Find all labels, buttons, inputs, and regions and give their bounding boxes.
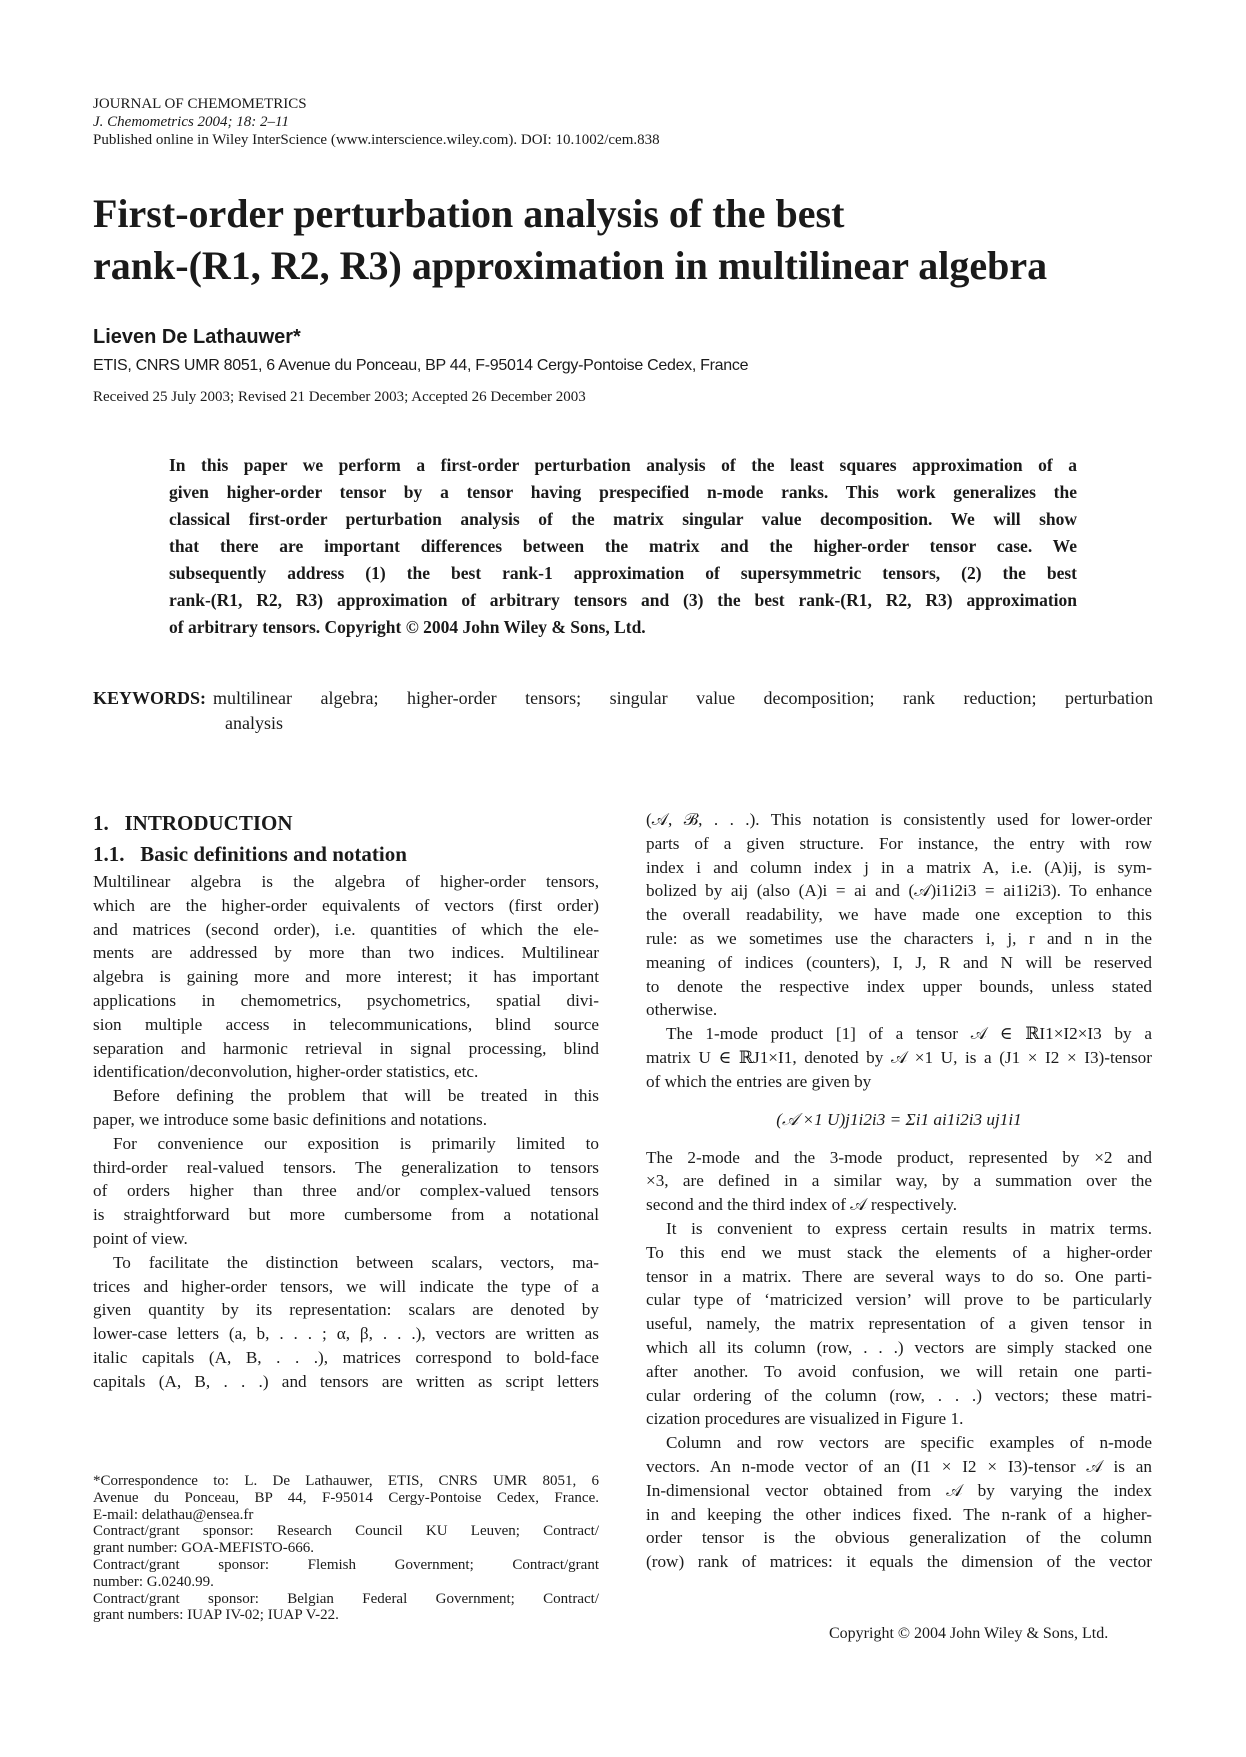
text-line: Before defining the problem that will be treated in this	[113, 1086, 599, 1106]
abstract-line: In this paper we perform a first-order perturbation analysis of the least squares approximation of a	[169, 455, 1077, 475]
text-line: meaning of indices (counters), I, J, R and N will be reserved	[646, 952, 1152, 972]
paragraph	[646, 1431, 1152, 1574]
title-line-1: First-order perturbation analysis of the best	[93, 191, 845, 236]
paragraph	[646, 1217, 1152, 1431]
text-line: (row) rank of matrices: it equals the dimension of the vector	[646, 1552, 1152, 1572]
author-affiliation: ETIS, CNRS UMR 8051, 6 Avenue du Ponceau, BP 44, F-95014 Cergy-Pontoise Cedex, France	[93, 357, 749, 374]
title-line-2: rank-(R1, R2, R3) approximation in multilinear algebra	[93, 243, 1048, 288]
text-line: italic capitals (A, B, . . .), matrices correspond to bold-face	[93, 1347, 599, 1367]
text-line: given quantity by its representation: scalars are denoted by	[93, 1300, 599, 1320]
keywords	[93, 686, 1153, 736]
text-line: In-dimensional vector obtained from 𝒜 by varying the index	[646, 1480, 1152, 1500]
journal-header	[93, 95, 660, 149]
footnote-line: Avenue du Ponceau, BP 44, F-95014 Cergy-Pontoise Cedex, France.	[93, 1489, 599, 1506]
footnote-line: *Correspondence to: L. De Lathauwer, ETIS, CNRS UMR 8051, 6	[93, 1473, 599, 1489]
text-line: ×3, are defined in a similar way, by a summation over the	[646, 1171, 1152, 1191]
footnote-line: E-mail: delathau@ensea.fr	[93, 1506, 254, 1523]
text-line: otherwise.	[646, 1000, 718, 1020]
text-line: applications in chemometrics, psychometrics, spatial divi-	[93, 990, 599, 1010]
text-line: bolized by aij (also (A)i = ai and (𝒜)i1i2i3 = ai1i2i3). To enhance	[646, 881, 1152, 901]
journal-name: JOURNAL OF CHEMOMETRICS	[93, 96, 307, 112]
text-line: Multilinear algebra is the algebra of higher-order tensors,	[93, 872, 599, 891]
text-line: order tensor is the obvious generalization of the column	[646, 1528, 1152, 1548]
text-line: ments are addressed by more than two indices. Multilinear	[93, 943, 599, 963]
text-line: of which the entries are given by	[646, 1071, 872, 1091]
footnotes	[93, 1473, 599, 1624]
abstract-line: given higher-order tensor by a tensor having prespecified n-mode ranks. This work generalizes the	[169, 482, 1077, 502]
paragraph	[646, 1022, 1152, 1093]
paragraph	[646, 808, 1152, 1022]
text-line: and matrices (second order), i.e. quantities of which the ele-	[93, 919, 599, 939]
subsection-heading-definitions: 1.1. Basic definitions and notation	[93, 842, 407, 866]
text-line: To this end we must stack the elements of a higher-order	[646, 1242, 1152, 1262]
text-line: For convenience our exposition is primarily limited to	[113, 1133, 599, 1153]
abstract	[169, 452, 1077, 641]
text-line: lower-case letters (a, b, . . . ; α, β, . . .), vectors are written as	[93, 1324, 599, 1344]
keywords-label: KEYWORDS:	[93, 688, 207, 708]
paragraph	[93, 1251, 599, 1394]
text-line: capitals (A, B, . . .) and tensors are written as script letters	[93, 1371, 599, 1391]
text-line: It is convenient to express certain results in matrix terms.	[666, 1218, 1152, 1238]
footnote-line: Contract/grant sponsor: Belgian Federal Government; Contract/	[93, 1590, 599, 1607]
text-line: The 1-mode product [1] of a tensor 𝒜 ∈ ℝI1×I2×I3 by a	[666, 1024, 1152, 1044]
text-line: rule: as we sometimes use the characters i, j, r and n in the	[646, 928, 1152, 948]
text-line: the overall readability, we have made one exception to this	[646, 905, 1152, 925]
footnote-line: Contract/grant sponsor: Flemish Government; Contract/grant	[93, 1556, 599, 1573]
text-line: second and the third index of 𝒜 respectively.	[646, 1195, 958, 1215]
text-line: Column and row vectors are specific examples of n-mode	[666, 1433, 1152, 1453]
text-line: matrix U ∈ ℝJ1×I1, denoted by 𝒜 ×1 U, is a (J1 × I2 × I3)-tensor	[646, 1047, 1152, 1067]
abstract-line: rank-(R1, R2, R3) approximation of arbitrary tensors and (3) the best rank-(R1, R2, R3) approximation	[169, 590, 1077, 610]
text-line: third-order real-valued tensors. The generalization to tensors	[93, 1157, 599, 1177]
text-line: of orders higher than three and/or complex-valued tensors	[93, 1181, 599, 1201]
text-line: The 2-mode and the 3-mode product, represented by ×2 and	[646, 1147, 1152, 1167]
text-line: in and keeping the other indices fixed. The n-rank of a higher-	[646, 1504, 1152, 1524]
text-line: index i and column index j in a matrix A, i.e. (A)ij, is sym-	[646, 857, 1152, 877]
author-name: Lieven De Lathauwer*	[93, 326, 301, 348]
paragraph	[93, 1132, 599, 1251]
received-dates: Received 25 July 2003; Revised 21 December 2003; Accepted 26 December 2003	[93, 389, 586, 405]
text-line: trices and higher-order tensors, we will indicate the type of a	[93, 1276, 599, 1296]
text-line: parts of a given structure. For instance, the entry with row	[646, 833, 1152, 853]
section-heading-introduction: 1. INTRODUCTION	[93, 811, 293, 835]
copyright-footer: Copyright © 2004 John Wiley & Sons, Ltd.	[829, 1625, 1109, 1642]
text-line: after another. To avoid confusion, we will retain one parti-	[646, 1361, 1152, 1381]
keywords-line-2: analysis	[225, 713, 283, 733]
text-line: identification/deconvolution, higher-order statistics, etc.	[93, 1062, 479, 1082]
text-line: point of view.	[93, 1228, 188, 1248]
right-column	[646, 808, 1152, 1574]
footnote-line: number: G.0240.99.	[93, 1573, 214, 1590]
footnote-line: grant number: GOA-MEFISTO-666.	[93, 1540, 314, 1557]
text-line: cization procedures are visualized in Figure 1.	[646, 1409, 964, 1429]
text-line: cular ordering of the column (row, . . .) vectors; these matri-	[646, 1385, 1152, 1405]
text-line: (𝒜, ℬ, . . .). This notation is consistently used for lower-order	[646, 810, 1152, 829]
text-line: which are the higher-order equivalents of vectors (first order)	[93, 895, 599, 915]
text-line: is straightforward but more cumbersome from a notational	[93, 1205, 599, 1225]
text-line: useful, namely, the matrix representation of a given tensor in	[646, 1314, 1152, 1334]
paragraph	[93, 870, 599, 1084]
text-line: vectors. An n-mode vector of an (I1 × I2 × I3)-tensor 𝒜 is an	[646, 1456, 1152, 1476]
text-line: sion multiple access in telecommunications, blind source	[93, 1014, 599, 1034]
text-line: which all its column (row, . . .) vectors are simply stacked one	[646, 1337, 1152, 1357]
text-line: cular type of ‘matricized version’ will prove to be particularly	[646, 1290, 1152, 1310]
text-line: to denote the respective index upper bounds, unless stated	[646, 976, 1152, 996]
paper-title	[93, 188, 1173, 292]
abstract-line: of arbitrary tensors. Copyright © 2004 John Wiley & Sons, Ltd.	[169, 617, 646, 637]
abstract-line: subsequently address (1) the best rank-1 approximation of supersymmetric tensors, (2) the best	[169, 563, 1077, 583]
equation-mode-product: (𝒜 ×1 U)j1i2i3 = Σi1 ai1i2i3 uj1i1	[776, 1109, 1022, 1129]
text-line: algebra is gaining more and more interest; it has important	[93, 967, 599, 987]
keywords-line-1: multilinear algebra; higher-order tensors; singular value decomposition; rank reduction; perturbation	[213, 688, 1153, 708]
left-column	[93, 808, 599, 1394]
journal-citation: J. Chemometrics 2004; 18: 2–11	[93, 114, 289, 130]
text-line: separation and harmonic retrieval in signal processing, blind	[93, 1038, 599, 1058]
publication-info: Published online in Wiley InterScience (www.interscience.wiley.com). DOI: 10.1002/cem.838	[93, 132, 660, 148]
footnote-line: grant numbers: IUAP IV-02; IUAP V-22.	[93, 1607, 339, 1624]
footnote-line: Contract/grant sponsor: Research Council KU Leuven; Contract/	[93, 1523, 599, 1540]
abstract-line: that there are important differences between the matrix and the higher-order tensor case. We	[169, 536, 1077, 556]
paragraph	[646, 1146, 1152, 1217]
abstract-line: classical first-order perturbation analysis of the matrix singular value decomposition. We will show	[169, 509, 1077, 529]
paragraph	[93, 1084, 599, 1132]
text-line: paper, we introduce some basic definitions and notations.	[93, 1109, 488, 1129]
text-line: tensor in a matrix. There are several ways to do so. One parti-	[646, 1266, 1152, 1286]
text-line: To facilitate the distinction between scalars, vectors, ma-	[113, 1252, 599, 1272]
